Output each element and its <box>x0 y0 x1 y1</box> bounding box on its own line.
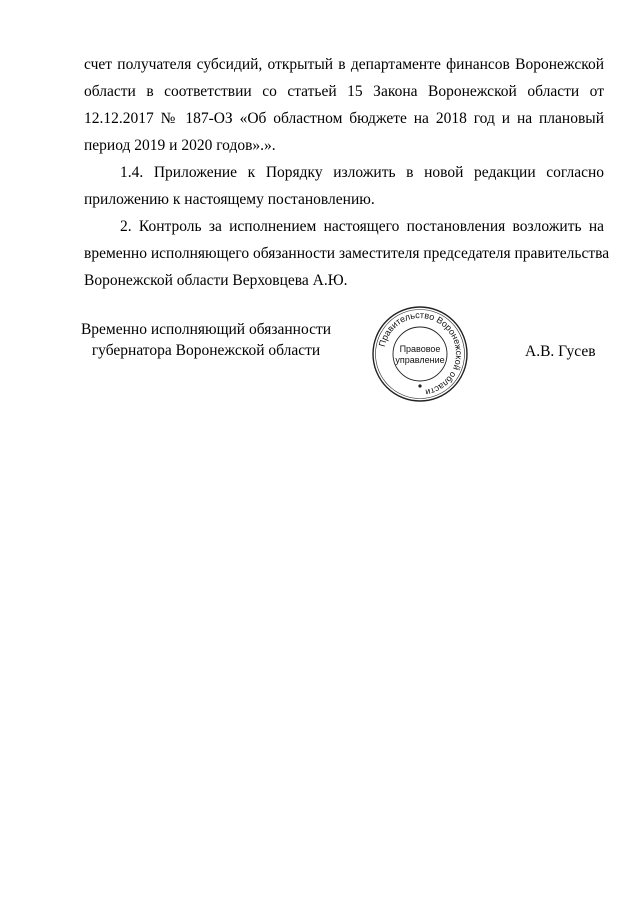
stamp-center-line: Правовое <box>399 344 441 354</box>
signatory-name: А.В. Гусев <box>525 343 596 360</box>
text-line: приложению к настоящему постановлению. <box>84 191 375 208</box>
stamp-center-line: управление <box>395 355 445 365</box>
text-line: период 2019 и 2020 годов».». <box>84 137 276 154</box>
paragraph-item-1-4 <box>84 159 604 213</box>
text-line: области в соответствии со статьей 15 Закона Воронежской области от <box>84 83 604 100</box>
signatory-position-line: губернатора Воронежской области <box>91 342 321 359</box>
text-line: 2. Контроль за исполнением настоящего постановления возложить на <box>120 218 604 235</box>
stamp-ring-text: Правительство Воронежской области <box>376 309 465 398</box>
text-line: Воронежской области Верховцева А.Ю. <box>84 272 348 289</box>
round-seal-icon <box>370 304 470 404</box>
signatory-position-line: Временно исполняющий обязанности <box>80 321 332 338</box>
text-line: счет получателя субсидий, открытый в департаменте финансов Воронежской <box>84 56 604 73</box>
text-line: временно исполняющего обязанности заместителя председателя правительства <box>84 245 610 262</box>
text-line: 12.12.2017 № 187-ОЗ «Об областном бюджете на 2018 год и на плановый <box>84 110 604 127</box>
signatory-position <box>76 319 336 361</box>
paragraph-subsidy-account <box>84 51 604 159</box>
text-line: 1.4. Приложение к Порядку изложить в новой редакции согласно <box>120 164 604 181</box>
paragraph-item-2-control <box>84 213 610 294</box>
